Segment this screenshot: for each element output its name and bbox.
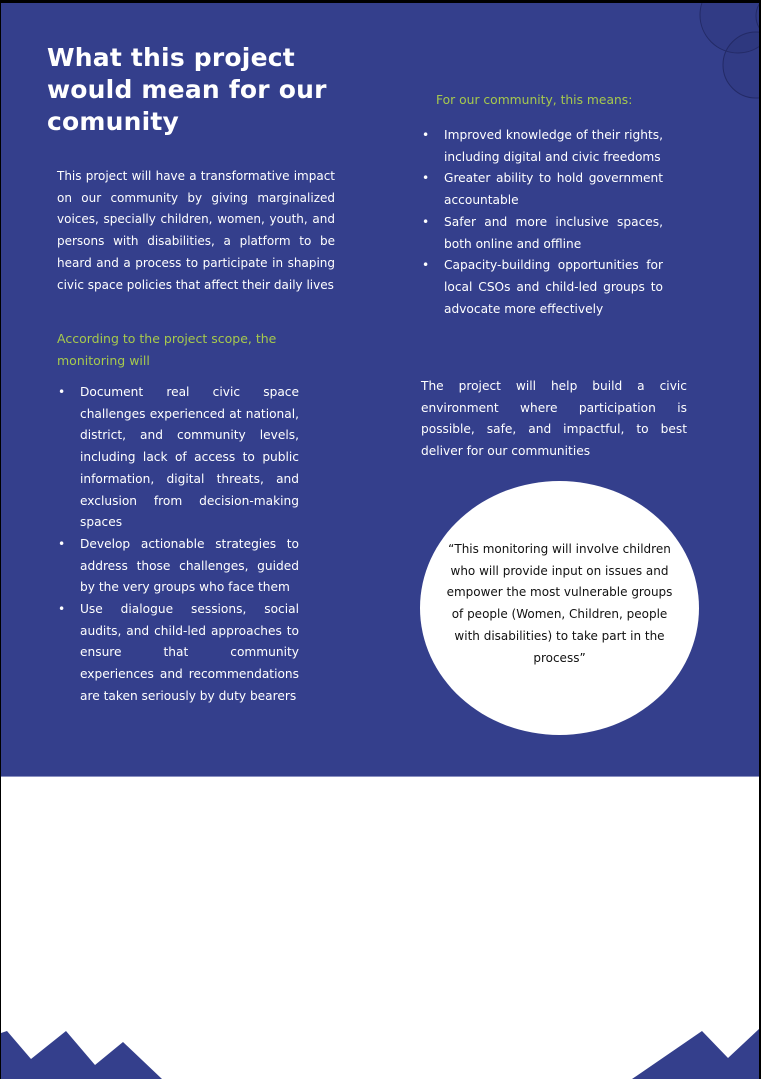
list-item-text: Use dialogue sessions, social audits, and child-led approaches to ensure that community experiences and recommendations are taken seriously by duty bearers [80, 602, 299, 703]
quote-text: “This monitoring will involve children who will provide input on issues and empower the most vulnerable groups of people (Women, Children, people with disabilities) to take part in the process” [446, 542, 673, 665]
list-item-text: Greater ability to hold government accountable [444, 171, 663, 208]
left-mountains [1, 1031, 162, 1079]
scope-heading: According to the project scope, the monitoring will [57, 331, 277, 368]
bullet-icon: • [58, 536, 66, 551]
list-item [57, 534, 299, 599]
bullet-icon: • [422, 258, 430, 273]
list-item [57, 382, 299, 534]
blue-content-panel [1, 3, 759, 777]
list-item-text: Document real civic space challenges experienced at national, district, and community levels, including lack of access to public information, digital threats, and exclusion from decision-making spaces [80, 385, 299, 530]
scope-list [57, 382, 299, 708]
intro-paragraph: This project will have a transformative impact on our community by giving marginalized voices, specially children, women, youth, and persons with disabilities, a platform to be heard and a process to participate in shaping civic space policies that affect their daily lives [57, 169, 335, 292]
list-item [421, 255, 663, 320]
quote-bubble [420, 481, 699, 735]
community-benefits-list [421, 125, 663, 320]
bullet-icon: • [422, 128, 430, 142]
right-mountains [632, 1029, 759, 1079]
bullet-icon: • [422, 214, 430, 229]
list-item-text: Capacity-building opportunities for local CSOs and child-led groups to advocate more effectively [444, 258, 663, 316]
bullet-icon: • [58, 602, 66, 617]
mountain-decoration [1, 1013, 759, 1079]
list-item [57, 599, 299, 708]
community-heading: For our community, this means: [436, 93, 633, 107]
page-title: What this project would mean for our comunity [47, 43, 327, 136]
closing-paragraph: The project will help build a civic environment where participation is possible, safe, and impactful, to best deliver for our communities [421, 379, 687, 459]
list-item-text: Safer and more inclusive spaces, both online and offline [444, 214, 663, 251]
list-item [421, 212, 663, 255]
bullet-icon: • [422, 171, 430, 186]
list-item [421, 168, 663, 211]
list-item [421, 125, 663, 168]
bullet-icon: • [58, 385, 66, 399]
document-page [1, 3, 759, 1079]
list-item-text: Improved knowledge of their rights, including digital and civic freedoms [444, 128, 663, 164]
list-item-text: Develop actionable strategies to address those challenges, guided by the very groups who face them [80, 536, 299, 595]
